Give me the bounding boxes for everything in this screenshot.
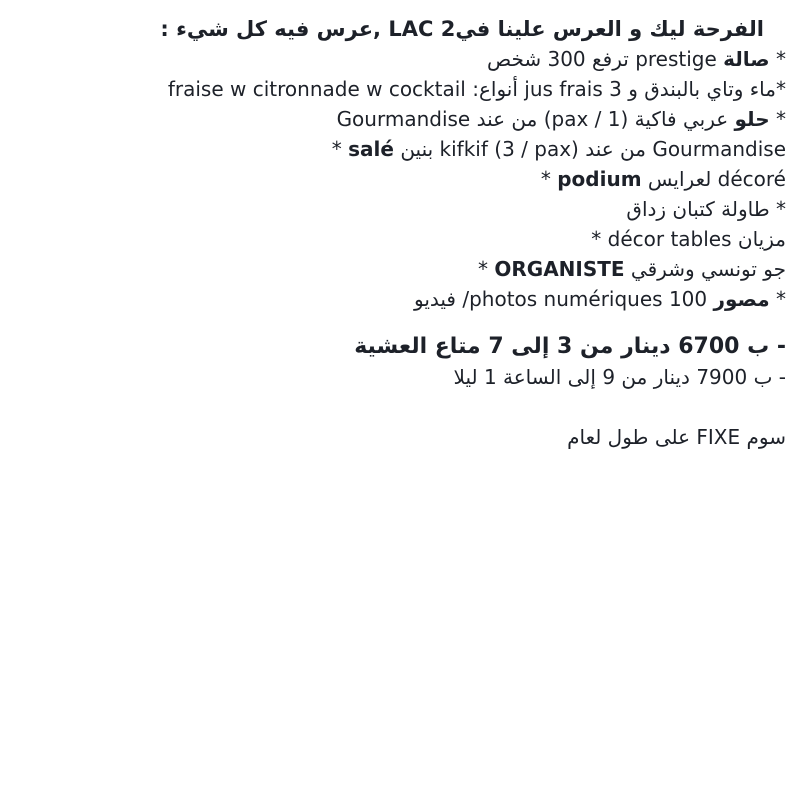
post-text	[14, 14, 786, 452]
feature-description: بنين kifkif (3 / pax) من عند Gourmandise	[393, 137, 786, 161]
feature-keyword: مصور	[713, 287, 770, 311]
bullet: *	[769, 287, 786, 311]
post-title	[14, 14, 786, 44]
bullet: *	[769, 107, 786, 131]
feature-item	[14, 104, 786, 134]
feature-description: جو تونسي وشرقي	[624, 257, 786, 281]
footer-note: سوم FIXE على طول لعام	[567, 425, 786, 449]
feature-description: décor tables مزيان	[607, 227, 786, 251]
feature-item	[14, 284, 786, 314]
bullet: *	[331, 137, 349, 161]
feature-keyword: salé	[348, 137, 394, 161]
feature-description: 100 photos numériques/ فيديو	[414, 287, 714, 311]
bullet: *	[478, 257, 495, 281]
feature-item	[14, 224, 786, 254]
bullet: *	[591, 227, 608, 251]
price-afternoon: - ب 6700 دينار من 3 إلى 7 متاع العشية	[354, 334, 786, 359]
bullet: *	[769, 197, 786, 221]
bullet: *	[769, 47, 786, 71]
feature-item	[14, 134, 786, 164]
feature-item	[14, 254, 786, 284]
feature-item	[14, 44, 786, 74]
feature-description: ماء وتاي بالبندق و 3 jus frais أنواع: fraise w citronnade w cocktail	[167, 77, 776, 101]
feature-keyword: ORGANISTE	[494, 257, 625, 281]
feature-description: طاولة كتبان زداق	[626, 197, 770, 221]
feature-description: prestige ترفع 300 شخص	[486, 47, 724, 71]
title-venue: LAC 2	[388, 17, 456, 41]
spacer	[14, 392, 786, 422]
title-text-3: ,عرس فيه كل شيء :	[160, 17, 389, 41]
feature-keyword: صالة	[723, 47, 770, 71]
feature-description: لعرايس décoré	[641, 167, 786, 191]
feature-item	[14, 74, 786, 104]
price-evening: - ب 7900 دينار من 9 إلى الساعة 1 ليلا	[453, 365, 786, 389]
feature-item	[14, 164, 786, 194]
feature-description: عربي فاكية (1 / pax) من عند Gourmandise	[336, 107, 735, 131]
feature-list	[14, 44, 786, 314]
feature-keyword: حلو	[734, 107, 770, 131]
title-text-1: الفرحة ليك و العرس علينا	[490, 17, 764, 41]
bullet: *	[776, 77, 786, 101]
feature-item	[14, 194, 786, 224]
feature-keyword: podium	[557, 167, 642, 191]
title-text-2: في	[455, 17, 491, 41]
bullet: *	[540, 167, 558, 191]
